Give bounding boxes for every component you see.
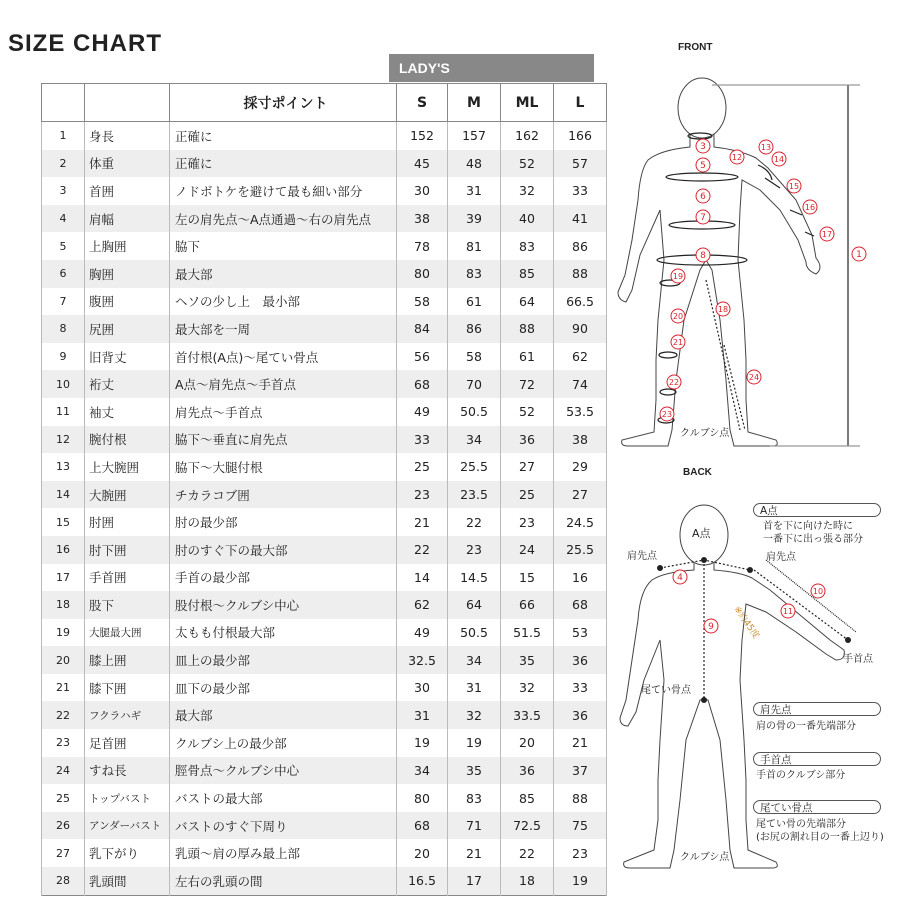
row-size-l: 23 bbox=[554, 839, 607, 867]
row-size-s: 80 bbox=[397, 260, 448, 288]
back-shoulder-right-label: 肩先点 bbox=[766, 552, 796, 563]
row-item: 旧背丈 bbox=[85, 343, 170, 371]
row-item: 大腕囲 bbox=[85, 481, 170, 509]
row-item: 上大腕囲 bbox=[85, 453, 170, 481]
back-marker-label-11: 11 bbox=[782, 607, 794, 616]
row-point: 脇下〜垂直に肩先点 bbox=[170, 426, 397, 454]
row-item: 肘囲 bbox=[85, 508, 170, 536]
row-item: 裄丈 bbox=[85, 370, 170, 398]
row-size-l: 36 bbox=[554, 701, 607, 729]
row-size-s: 30 bbox=[397, 177, 448, 205]
row-size-s: 21 bbox=[397, 508, 448, 536]
row-size-s: 32.5 bbox=[397, 646, 448, 674]
row-size-ml: 15 bbox=[501, 564, 554, 592]
row-size-m: 14.5 bbox=[448, 564, 501, 592]
back-shoulder-left-label: 肩先点 bbox=[627, 551, 657, 562]
note-title-shoulder: 肩先点 bbox=[753, 702, 881, 716]
row-size-ml: 35 bbox=[501, 646, 554, 674]
front-marker-label-1: 1 bbox=[856, 250, 862, 260]
section-label: LADY'S bbox=[389, 54, 594, 82]
row-size-s: 20 bbox=[397, 839, 448, 867]
row-no: 1 bbox=[42, 122, 85, 150]
header-size-s: S bbox=[397, 84, 448, 122]
row-size-l: 68 bbox=[554, 591, 607, 619]
front-marker-label-12: 12 bbox=[731, 153, 743, 162]
back-marker-label-9: 9 bbox=[708, 622, 714, 632]
page-title: SIZE CHART bbox=[8, 30, 162, 57]
row-size-l: 86 bbox=[554, 232, 607, 260]
row-point: 左の肩先点〜A点通過〜右の肩先点 bbox=[170, 205, 397, 233]
row-no: 10 bbox=[42, 370, 85, 398]
row-no: 12 bbox=[42, 426, 85, 454]
row-point: 左右の乳頭の間 bbox=[170, 867, 397, 895]
row-size-l: 38 bbox=[554, 426, 607, 454]
row-size-s: 30 bbox=[397, 674, 448, 702]
back-marker-label-4: 4 bbox=[677, 573, 683, 583]
row-item: 乳下がり bbox=[85, 839, 170, 867]
row-size-ml: 66 bbox=[501, 591, 554, 619]
row-size-l: 57 bbox=[554, 150, 607, 178]
row-size-ml: 32 bbox=[501, 674, 554, 702]
row-size-ml: 33.5 bbox=[501, 701, 554, 729]
row-no: 13 bbox=[42, 453, 85, 481]
row-size-s: 45 bbox=[397, 150, 448, 178]
row-size-m: 25.5 bbox=[448, 453, 501, 481]
row-no: 4 bbox=[42, 205, 85, 233]
row-size-m: 70 bbox=[448, 370, 501, 398]
row-size-ml: 64 bbox=[501, 288, 554, 316]
row-size-m: 23 bbox=[448, 536, 501, 564]
row-size-l: 24.5 bbox=[554, 508, 607, 536]
header-size-ml: ML bbox=[501, 84, 554, 122]
front-marker-label-24: 24 bbox=[748, 373, 760, 382]
row-size-l: 66.5 bbox=[554, 288, 607, 316]
row-point: A点〜肩先点〜手首点 bbox=[170, 370, 397, 398]
row-size-m: 81 bbox=[448, 232, 501, 260]
row-point: 脇下 bbox=[170, 232, 397, 260]
row-size-m: 71 bbox=[448, 812, 501, 840]
row-size-s: 16.5 bbox=[397, 867, 448, 895]
row-point: 正確に bbox=[170, 150, 397, 178]
row-item: 肘下囲 bbox=[85, 536, 170, 564]
row-no: 27 bbox=[42, 839, 85, 867]
note-desc-tailbone: 尾てい骨の先端部分 (お尻の割れ目の一番上辺り) bbox=[756, 819, 884, 843]
row-size-ml: 61 bbox=[501, 343, 554, 371]
row-item: 首囲 bbox=[85, 177, 170, 205]
row-no: 23 bbox=[42, 729, 85, 757]
row-size-s: 33 bbox=[397, 426, 448, 454]
row-size-l: 21 bbox=[554, 729, 607, 757]
row-size-m: 34 bbox=[448, 646, 501, 674]
front-figure bbox=[618, 78, 820, 446]
row-size-ml: 40 bbox=[501, 205, 554, 233]
row-no: 3 bbox=[42, 177, 85, 205]
row-size-m: 32 bbox=[448, 701, 501, 729]
row-size-m: 64 bbox=[448, 591, 501, 619]
row-item: アンダーバスト bbox=[85, 812, 170, 840]
front-marker-label-21: 21 bbox=[672, 338, 684, 347]
row-point: 肩先点〜手首点 bbox=[170, 398, 397, 426]
row-size-m: 22 bbox=[448, 508, 501, 536]
row-point: 乳頭〜肩の厚み最上部 bbox=[170, 839, 397, 867]
row-size-m: 39 bbox=[448, 205, 501, 233]
row-size-s: 23 bbox=[397, 481, 448, 509]
front-marker-label-14: 14 bbox=[773, 155, 785, 164]
front-marker-label-15: 15 bbox=[788, 182, 800, 191]
front-marker-label-3: 3 bbox=[700, 142, 706, 152]
front-marker-label-5: 5 bbox=[700, 161, 706, 171]
row-no: 14 bbox=[42, 481, 85, 509]
row-size-s: 62 bbox=[397, 591, 448, 619]
header-point: 採寸ポイント bbox=[170, 84, 397, 122]
row-size-ml: 72.5 bbox=[501, 812, 554, 840]
front-marker-label-13: 13 bbox=[760, 143, 772, 152]
row-point: 肘の最少部 bbox=[170, 508, 397, 536]
row-point: 肘のすぐ下の最大部 bbox=[170, 536, 397, 564]
row-point: 皿上の最少部 bbox=[170, 646, 397, 674]
row-size-ml: 85 bbox=[501, 260, 554, 288]
row-size-s: 14 bbox=[397, 564, 448, 592]
row-size-l: 36 bbox=[554, 646, 607, 674]
row-size-s: 68 bbox=[397, 812, 448, 840]
row-no: 28 bbox=[42, 867, 85, 895]
row-size-s: 38 bbox=[397, 205, 448, 233]
row-size-s: 56 bbox=[397, 343, 448, 371]
note-desc-shoulder: 肩の骨の一番先端部分 bbox=[756, 721, 856, 732]
note-desc-a-point: 首を下に向けた時に 一番下に出っ張る部分 bbox=[763, 521, 863, 545]
row-point: 正確に bbox=[170, 122, 397, 150]
header-size-m: M bbox=[448, 84, 501, 122]
row-item: フクラハギ bbox=[85, 701, 170, 729]
row-point: 股付根〜クルブシ中心 bbox=[170, 591, 397, 619]
row-size-s: 49 bbox=[397, 398, 448, 426]
row-size-ml: 27 bbox=[501, 453, 554, 481]
row-size-m: 31 bbox=[448, 177, 501, 205]
row-point: 最大部を一周 bbox=[170, 315, 397, 343]
row-point: 脇下〜大腿付根 bbox=[170, 453, 397, 481]
row-size-ml: 162 bbox=[501, 122, 554, 150]
row-size-ml: 18 bbox=[501, 867, 554, 895]
row-point: 手首の最少部 bbox=[170, 564, 397, 592]
note-title-a-point: A点 bbox=[753, 503, 881, 517]
row-item: 身長 bbox=[85, 122, 170, 150]
header-size-l: L bbox=[554, 84, 607, 122]
row-size-ml: 52 bbox=[501, 150, 554, 178]
front-marker-label-16: 16 bbox=[804, 203, 816, 212]
row-size-l: 29 bbox=[554, 453, 607, 481]
front-marker-label-19: 19 bbox=[672, 272, 684, 281]
row-size-s: 84 bbox=[397, 315, 448, 343]
row-size-s: 25 bbox=[397, 453, 448, 481]
row-point: ノドボトケを避けて最も細い部分 bbox=[170, 177, 397, 205]
row-item: 袖丈 bbox=[85, 398, 170, 426]
row-size-l: 37 bbox=[554, 757, 607, 785]
row-item: 胸囲 bbox=[85, 260, 170, 288]
row-no: 2 bbox=[42, 150, 85, 178]
note-desc-wrist: 手首のクルブシ部分 bbox=[756, 770, 846, 781]
row-size-l: 88 bbox=[554, 784, 607, 812]
row-size-l: 27 bbox=[554, 481, 607, 509]
row-no: 7 bbox=[42, 288, 85, 316]
front-marker-label-6: 6 bbox=[700, 192, 706, 202]
row-size-s: 80 bbox=[397, 784, 448, 812]
row-item: 体重 bbox=[85, 150, 170, 178]
front-marker-label-17: 17 bbox=[821, 230, 833, 239]
row-size-m: 50.5 bbox=[448, 398, 501, 426]
back-wrist-label: 手首点 bbox=[843, 654, 873, 665]
front-marker-label-20: 20 bbox=[672, 312, 684, 321]
row-item: 乳頭間 bbox=[85, 867, 170, 895]
row-size-l: 53 bbox=[554, 619, 607, 647]
row-size-ml: 36 bbox=[501, 757, 554, 785]
row-no: 11 bbox=[42, 398, 85, 426]
front-marker-label-22: 22 bbox=[668, 378, 680, 387]
row-size-l: 53.5 bbox=[554, 398, 607, 426]
row-size-ml: 88 bbox=[501, 315, 554, 343]
row-no: 5 bbox=[42, 232, 85, 260]
row-no: 15 bbox=[42, 508, 85, 536]
row-size-ml: 23 bbox=[501, 508, 554, 536]
row-point: クルブシ上の最少部 bbox=[170, 729, 397, 757]
row-size-l: 88 bbox=[554, 260, 607, 288]
row-item: 足首囲 bbox=[85, 729, 170, 757]
row-size-s: 78 bbox=[397, 232, 448, 260]
row-size-l: 25.5 bbox=[554, 536, 607, 564]
row-size-s: 31 bbox=[397, 701, 448, 729]
row-item: 膝上囲 bbox=[85, 646, 170, 674]
front-marker-label-23: 23 bbox=[661, 410, 673, 419]
row-no: 22 bbox=[42, 701, 85, 729]
row-size-m: 86 bbox=[448, 315, 501, 343]
row-point: 最大部 bbox=[170, 260, 397, 288]
row-size-l: 33 bbox=[554, 674, 607, 702]
row-size-ml: 25 bbox=[501, 481, 554, 509]
row-size-m: 50.5 bbox=[448, 619, 501, 647]
row-size-s: 58 bbox=[397, 288, 448, 316]
front-label: FRONT bbox=[678, 42, 713, 53]
row-no: 6 bbox=[42, 260, 85, 288]
row-size-s: 152 bbox=[397, 122, 448, 150]
row-size-ml: 52 bbox=[501, 398, 554, 426]
row-point: ヘソの少し上 最小部 bbox=[170, 288, 397, 316]
row-size-ml: 20 bbox=[501, 729, 554, 757]
row-size-ml: 24 bbox=[501, 536, 554, 564]
back-label: BACK bbox=[683, 467, 712, 478]
row-size-l: 74 bbox=[554, 370, 607, 398]
back-ankle-label: クルブシ点 bbox=[680, 852, 730, 863]
front-marker-label-7: 7 bbox=[700, 213, 706, 223]
row-item: 肩幅 bbox=[85, 205, 170, 233]
row-item: トップバスト bbox=[85, 784, 170, 812]
row-size-l: 41 bbox=[554, 205, 607, 233]
note-title-wrist: 手首点 bbox=[753, 752, 881, 766]
row-size-l: 16 bbox=[554, 564, 607, 592]
row-size-m: 48 bbox=[448, 150, 501, 178]
front-marker-label-8: 8 bbox=[700, 251, 706, 261]
row-no: 19 bbox=[42, 619, 85, 647]
row-size-m: 23.5 bbox=[448, 481, 501, 509]
row-size-ml: 72 bbox=[501, 370, 554, 398]
row-point: 皿下の最少部 bbox=[170, 674, 397, 702]
row-size-m: 157 bbox=[448, 122, 501, 150]
row-size-ml: 36 bbox=[501, 426, 554, 454]
row-item: 手首囲 bbox=[85, 564, 170, 592]
row-size-m: 35 bbox=[448, 757, 501, 785]
row-item: 股下 bbox=[85, 591, 170, 619]
row-size-ml: 32 bbox=[501, 177, 554, 205]
angle-note: ※約45度 bbox=[731, 604, 761, 641]
row-size-s: 34 bbox=[397, 757, 448, 785]
row-no: 8 bbox=[42, 315, 85, 343]
row-item: 膝下囲 bbox=[85, 674, 170, 702]
row-size-m: 34 bbox=[448, 426, 501, 454]
row-size-s: 49 bbox=[397, 619, 448, 647]
row-item: 上胸囲 bbox=[85, 232, 170, 260]
row-size-ml: 85 bbox=[501, 784, 554, 812]
row-no: 24 bbox=[42, 757, 85, 785]
row-item: 大腿最大囲 bbox=[85, 619, 170, 647]
row-point: 脛骨点〜クルブシ中心 bbox=[170, 757, 397, 785]
row-item: 腹囲 bbox=[85, 288, 170, 316]
row-no: 16 bbox=[42, 536, 85, 564]
row-size-m: 17 bbox=[448, 867, 501, 895]
row-no: 21 bbox=[42, 674, 85, 702]
back-tailbone-label: 尾てい骨点 bbox=[641, 685, 691, 696]
row-size-m: 19 bbox=[448, 729, 501, 757]
row-point: 最大部 bbox=[170, 701, 397, 729]
back-a-point-label: A点 bbox=[692, 527, 711, 540]
row-point: バストの最大部 bbox=[170, 784, 397, 812]
row-size-l: 75 bbox=[554, 812, 607, 840]
row-size-l: 90 bbox=[554, 315, 607, 343]
back-marker-label-10: 10 bbox=[812, 587, 824, 596]
row-size-m: 83 bbox=[448, 260, 501, 288]
row-size-l: 19 bbox=[554, 867, 607, 895]
row-size-m: 61 bbox=[448, 288, 501, 316]
row-size-l: 166 bbox=[554, 122, 607, 150]
row-size-ml: 83 bbox=[501, 232, 554, 260]
row-item: すね長 bbox=[85, 757, 170, 785]
front-marker-label-18: 18 bbox=[717, 305, 729, 314]
row-point: 首付根(A点)〜尾てい骨点 bbox=[170, 343, 397, 371]
row-size-ml: 51.5 bbox=[501, 619, 554, 647]
row-no: 26 bbox=[42, 812, 85, 840]
front-ankle-label: クルブシ点 bbox=[680, 428, 730, 439]
row-size-l: 33 bbox=[554, 177, 607, 205]
row-no: 18 bbox=[42, 591, 85, 619]
row-no: 17 bbox=[42, 564, 85, 592]
back-figure bbox=[620, 505, 844, 868]
row-no: 25 bbox=[42, 784, 85, 812]
row-point: チカラコブ囲 bbox=[170, 481, 397, 509]
row-size-m: 58 bbox=[448, 343, 501, 371]
row-item: 尻囲 bbox=[85, 315, 170, 343]
row-no: 9 bbox=[42, 343, 85, 371]
row-size-m: 83 bbox=[448, 784, 501, 812]
row-size-l: 62 bbox=[554, 343, 607, 371]
row-size-s: 22 bbox=[397, 536, 448, 564]
row-point: 太もも付根最大部 bbox=[170, 619, 397, 647]
row-size-m: 31 bbox=[448, 674, 501, 702]
note-title-tailbone: 尾てい骨点 bbox=[753, 800, 881, 814]
row-size-ml: 22 bbox=[501, 839, 554, 867]
row-size-s: 19 bbox=[397, 729, 448, 757]
row-item: 腕付根 bbox=[85, 426, 170, 454]
row-point: バストのすぐ下周り bbox=[170, 812, 397, 840]
row-no: 20 bbox=[42, 646, 85, 674]
row-size-m: 21 bbox=[448, 839, 501, 867]
row-size-s: 68 bbox=[397, 370, 448, 398]
